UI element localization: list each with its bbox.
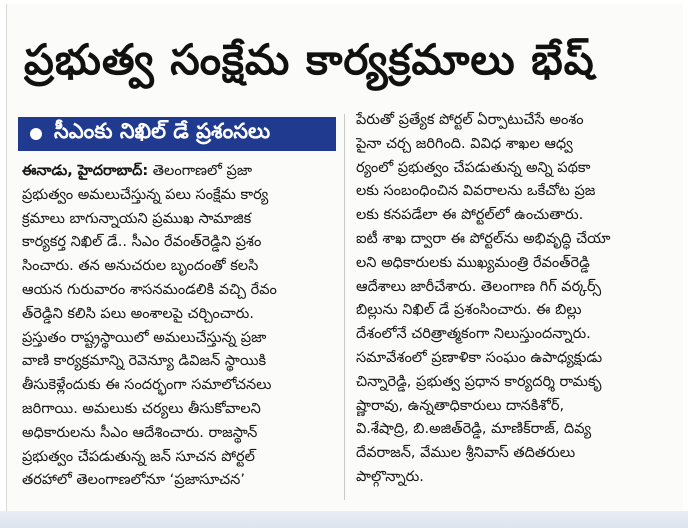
body-line: ప్రభుత్వం చేపడుతున్న జన్ సూచన పోర్టల్ bbox=[22, 448, 255, 465]
body-line: దేశంలోనే చరిత్రాత్మకంగా నిలుస్తుందన్నారు. bbox=[356, 326, 591, 343]
dateline: ఈనాడు, హైదరాబాద్: bbox=[22, 163, 149, 179]
body-line: వి.శేషాద్రి, బి.అజిత్‌రెడ్డి, మాణిక్‌రాజ్, దివ్య bbox=[356, 421, 592, 438]
column-divider bbox=[344, 114, 345, 500]
article-headline: ప్రభుత్వ సంక్షేమ కార్యక్రమాలు భేష్ bbox=[24, 35, 595, 84]
body-line: దేవరాజన్, వేముల శ్రీనివాస్ తదితరులు bbox=[356, 445, 576, 462]
body-line: లకు కనపడేలా ఈ పోర్టల్‌లో ఉంచుతారు. bbox=[356, 207, 584, 224]
left-column bbox=[22, 160, 336, 493]
body-line: తరహాలో తెలంగాణలోనూ ‘ప్రజాసూచన’ bbox=[22, 472, 245, 489]
first-line bbox=[22, 160, 336, 184]
body-line: సించారు. తన అనుచరుల బృందంతో కలసి bbox=[22, 258, 259, 275]
body-line: సమావేశంలో ప్రణాళికా సంఘం ఉపాధ్యక్షుడు bbox=[356, 349, 603, 366]
body-line: పాల్గొన్నారు. bbox=[356, 468, 424, 485]
body-line: బిల్లును నిఖిల్ డే ప్రశంసించారు. ఈ బిల్లు bbox=[356, 302, 582, 319]
body-line: తీసుకెళ్లేందుకు ఈ సందర్భంగా సమాలోచనలు bbox=[22, 377, 272, 394]
body-line: ఆయన గురువారం శాసనమండలికి వచ్చి రేవం bbox=[22, 281, 277, 298]
article-subheadline: సీఎంకు నిఖిల్ డే ప్రశంసలు bbox=[54, 119, 271, 143]
body-line: ర్యంలో ప్రభుత్వం చేపడుతున్న అన్ని పథకా bbox=[356, 159, 591, 176]
body-line: క్రమాలు బాగున్నాయని ప్రముఖ సామాజిక bbox=[22, 210, 252, 227]
body-line: జరిగాయి. అమలుకు చర్యలు తీసుకోవాలని bbox=[22, 400, 261, 417]
bottom-edge-strip bbox=[0, 511, 688, 528]
body-line: కార్యకర్త నిఖిల్ డే.. సీఎం రేవంత్‌రెడ్డిని ప్రశం bbox=[22, 234, 262, 251]
body-line: తెలంగాణలో ప్రజా bbox=[152, 163, 253, 179]
bullet-dot-icon bbox=[30, 128, 42, 140]
body-line: త్‌రెడ్డిని కలిసి పలు అంశాలపై చర్చించారు. bbox=[22, 305, 254, 322]
body-line: ప్రభుత్వం అమలుచేస్తున్న పలు సంక్షేమ కార్య bbox=[22, 186, 269, 203]
body-line: పైనా చర్చ జరిగింది. వివిధ శాఖల ఆధ్వ bbox=[356, 135, 573, 152]
body-line: లని అధికారులకు ముఖ్యమంత్రి రేవంత్‌రెడ్డి bbox=[356, 254, 590, 271]
body-line: ఆదేశాలు జారీచేశారు. తెలంగాణ గిగ్ వర్కర్స్ bbox=[356, 278, 602, 295]
body-line: వాణి కార్యక్రమాన్ని రెవెన్యూ డివిజన్ స్థాయికి bbox=[22, 353, 267, 370]
right-column bbox=[356, 109, 674, 490]
subheadline-band bbox=[18, 117, 336, 151]
body-line: ప్రస్తుతం రాష్ట్రస్థాయిలో అమలుచేస్తున్న ప్రజా bbox=[22, 329, 267, 346]
body-line: చిన్నారెడ్డి, ప్రభుత్వ ప్రధాన కార్యదర్శి రామకృ bbox=[356, 373, 602, 390]
body-line: ష్ణారావు, ఉన్నతాధికారులు దానకిశోర్, bbox=[356, 397, 565, 414]
body-line: అధికారులను సీఎం ఆదేశించారు. రాజస్థాన్ bbox=[22, 424, 258, 441]
body-line: పేరుతో ప్రత్యేక పోర్టల్ ఏర్పాటుచేసే అంశం bbox=[356, 112, 584, 128]
body-line: లకు సంబంధించిన వివరాలను ఒకేచోట ప్రజ bbox=[356, 183, 596, 200]
body-line: ఐటీ శాఖ ద్వారా ఈ పోర్టల్‌ను అభివృద్ధి చేయా bbox=[356, 230, 611, 247]
